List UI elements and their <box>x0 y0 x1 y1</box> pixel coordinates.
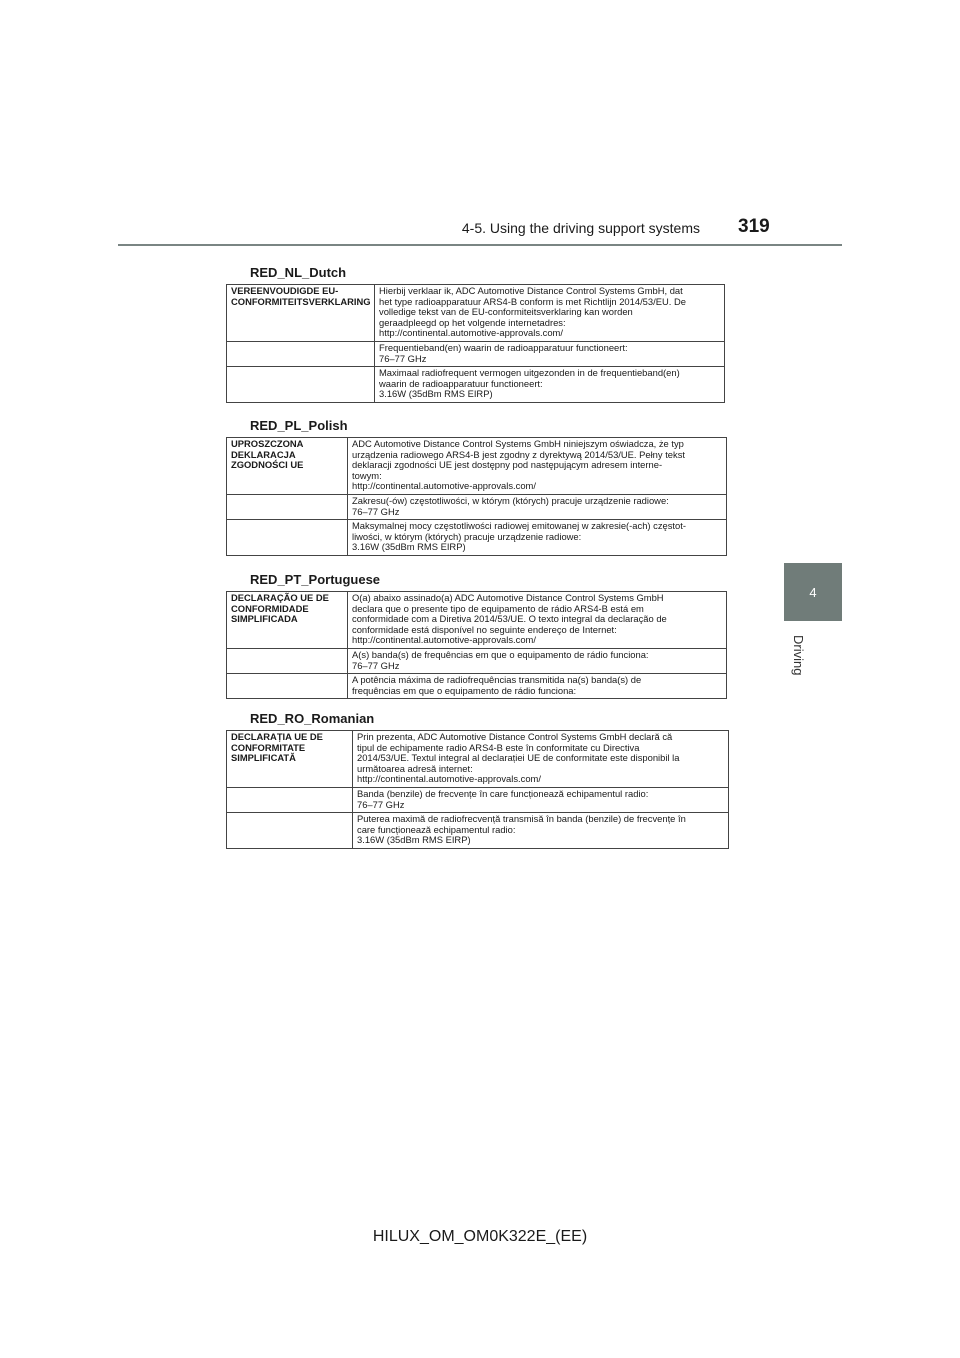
table-row <box>227 648 727 673</box>
declaration-label-cell <box>227 592 348 649</box>
text-line: Maximaal radiofrequent vermogen uitgezonden in de frequentieband(en) <box>379 367 680 379</box>
section-title: RED_PL_Polish <box>250 418 348 433</box>
table-row <box>227 520 727 556</box>
url-line: http://continental.automotive-approvals.com/ <box>352 634 536 646</box>
text-line: 2014/53/UE. Textul integral al declarației UE de conformitate este disponibil la <box>357 752 680 764</box>
table-row <box>227 731 729 788</box>
declaration-text-cell <box>348 438 727 495</box>
url-line: http://continental.automotive-approvals.com/ <box>357 773 541 785</box>
text-line: volledige tekst van de EU-conformiteitsverklaring kan worden <box>379 306 633 318</box>
max-power-cell <box>348 674 727 699</box>
label-line: DECLARAȚIA UE DE <box>231 731 323 742</box>
section-title: RED_PT_Portuguese <box>250 572 381 587</box>
label-line: CONFORMIDADE <box>231 602 309 614</box>
chapter-side-label: Driving <box>791 635 806 676</box>
frequency-band-cell <box>348 494 727 519</box>
empty-cell <box>227 787 353 812</box>
frequency-band-cell <box>348 648 727 673</box>
declaration-table <box>226 437 727 556</box>
table-row <box>227 341 725 366</box>
text-line: 76–77 GHz <box>357 798 405 810</box>
chapter-side-tab: 4 <box>784 563 842 621</box>
empty-cell <box>227 494 348 519</box>
text-line: deklaracji zgodności UE jest dostępny pod następującym adresem interne- <box>352 459 663 471</box>
footer-document-code: HILUX_OM_OM0K322E_(EE) <box>372 1228 588 1245</box>
text-line: towym: <box>352 469 382 481</box>
text-line: O(a) abaixo assinado(a) ADC Automotive Distance Control Systems GmbH <box>352 592 664 603</box>
max-power-cell <box>375 367 725 403</box>
table-row <box>227 438 727 495</box>
text-line: Hierbij verklaar ik, ADC Automotive Distance Control Systems GmbH, dat <box>379 285 683 296</box>
text-line: ADC Automotive Distance Control Systems GmbH niniejszym oświadcza, że typ <box>352 438 684 449</box>
declaration-label-cell <box>227 285 375 342</box>
section-title: RED_RO_Romanian <box>250 711 375 726</box>
text-line: waarin de radioapparatuur functioneert: <box>379 377 543 389</box>
page-number: 319 <box>738 216 770 237</box>
label-line: CONFORMITEITSVERKLARING <box>231 295 371 307</box>
frequency-band-cell <box>375 341 725 366</box>
text-line: 76–77 GHz <box>379 352 427 364</box>
text-line: Frequentieband(en) waarin de radioapparatuur functioneert: <box>379 341 628 353</box>
section-title: RED_NL_Dutch <box>250 265 347 280</box>
empty-cell <box>227 341 375 366</box>
declaration-text-cell <box>375 285 725 342</box>
declaration-label-cell <box>227 438 348 495</box>
table-row <box>227 813 729 849</box>
text-line: Puterea maximă de radiofrecvență transmisă în banda (benzile) de frecvențe în <box>357 813 686 825</box>
label-line: CONFORMITATE <box>231 741 306 753</box>
text-line: declara que o presente tipo de equipamento de rádio ARS4-B está em <box>352 602 644 614</box>
text-line: conformidade com a Diretiva 2014/53/UE. O texto integral da declaração de <box>352 613 667 625</box>
text-line: Banda (benzile) de frecvențe în care funcționează echipamentul radio: <box>357 787 649 799</box>
header-rule <box>118 244 842 246</box>
empty-cell <box>227 813 353 849</box>
text-line: frequências em que o equipamento de rádio funciona: <box>352 684 577 696</box>
table-row <box>227 592 727 649</box>
text-line: A(s) banda(s) de frequências em que o equipamento de rádio funciona: <box>352 648 649 660</box>
text-line: 3.16W (35dBm RMS EIRP) <box>379 388 493 400</box>
text-line: Zakresu(-ów) częstotliwości, w którym (których) pracuje urządzenie radiowe: <box>352 494 669 506</box>
label-line: SIMPLIFICATĂ <box>231 752 296 764</box>
table-row <box>227 285 725 342</box>
text-line: liwości, w którym (których) pracuje urządzenie radiowe: <box>352 530 582 542</box>
table-row <box>227 674 727 699</box>
table-row <box>227 367 725 403</box>
label-line: ZGODNOŚCI UE <box>231 459 304 471</box>
label-line: UPROSZCZONA <box>231 438 304 449</box>
text-line: A potência máxima de radiofrequências transmitida na(s) banda(s) de <box>352 674 642 686</box>
text-line: urządzenia radiowego ARS4-B jest zgodny z dyrektywą 2014/53/UE. Pełny tekst <box>352 448 685 460</box>
declaration-table <box>226 284 725 403</box>
empty-cell <box>227 367 375 403</box>
text-line: 3.16W (35dBm RMS EIRP) <box>352 541 466 553</box>
table-row <box>227 494 727 519</box>
text-line: conformidade está disponível no seguinte endereço de Internet: <box>352 623 617 635</box>
declaration-table <box>226 730 729 849</box>
text-line: Maksymalnej mocy częstotliwości radiowej emitowanej w zakresie(-ach) częstot- <box>352 520 686 532</box>
max-power-cell <box>353 813 729 849</box>
section-red-ro <box>226 712 729 849</box>
text-line: 76–77 GHz <box>352 659 400 671</box>
header-section-title: 4-5. Using the driving support systems <box>461 220 700 236</box>
section-red-nl <box>226 266 725 403</box>
text-line: tipul de echipamente radio ARS4-B este în conformitate cu Directiva <box>357 741 640 753</box>
text-line: următoarea adresă internet: <box>357 762 473 774</box>
label-line: DEKLARACJA <box>231 448 296 460</box>
empty-cell <box>227 520 348 556</box>
declaration-text-cell <box>353 731 729 788</box>
declaration-text-cell <box>348 592 727 649</box>
text-line: 76–77 GHz <box>352 505 400 517</box>
url-line: http://continental.automotive-approvals.com/ <box>379 327 563 339</box>
max-power-cell <box>348 520 727 556</box>
text-line: 3.16W (35dBm RMS EIRP) <box>357 834 471 846</box>
label-line: SIMPLIFICADA <box>231 613 298 625</box>
empty-cell <box>227 674 348 699</box>
frequency-band-cell <box>353 787 729 812</box>
section-red-pt <box>226 573 727 699</box>
declaration-table <box>226 591 727 699</box>
label-line: DECLARAÇÃO UE DE <box>231 592 329 603</box>
table-row <box>227 787 729 812</box>
empty-cell <box>227 648 348 673</box>
text-line: Prin prezenta, ADC Automotive Distance Control Systems GmbH declară că <box>357 731 673 742</box>
text-line: care funcționează echipamentul radio: <box>357 823 516 835</box>
text-line: het type radioapparatuur ARS4-B conform is met Richtlijn 2014/53/EU. De <box>379 295 686 307</box>
text-line: geraadpleegd op het volgende internetadres: <box>379 316 566 328</box>
url-line: http://continental.automotive-approvals.com/ <box>352 480 536 492</box>
declaration-label-cell <box>227 731 353 788</box>
section-red-pl <box>226 419 727 556</box>
label-line: VEREENVOUDIGDE EU- <box>231 285 339 296</box>
